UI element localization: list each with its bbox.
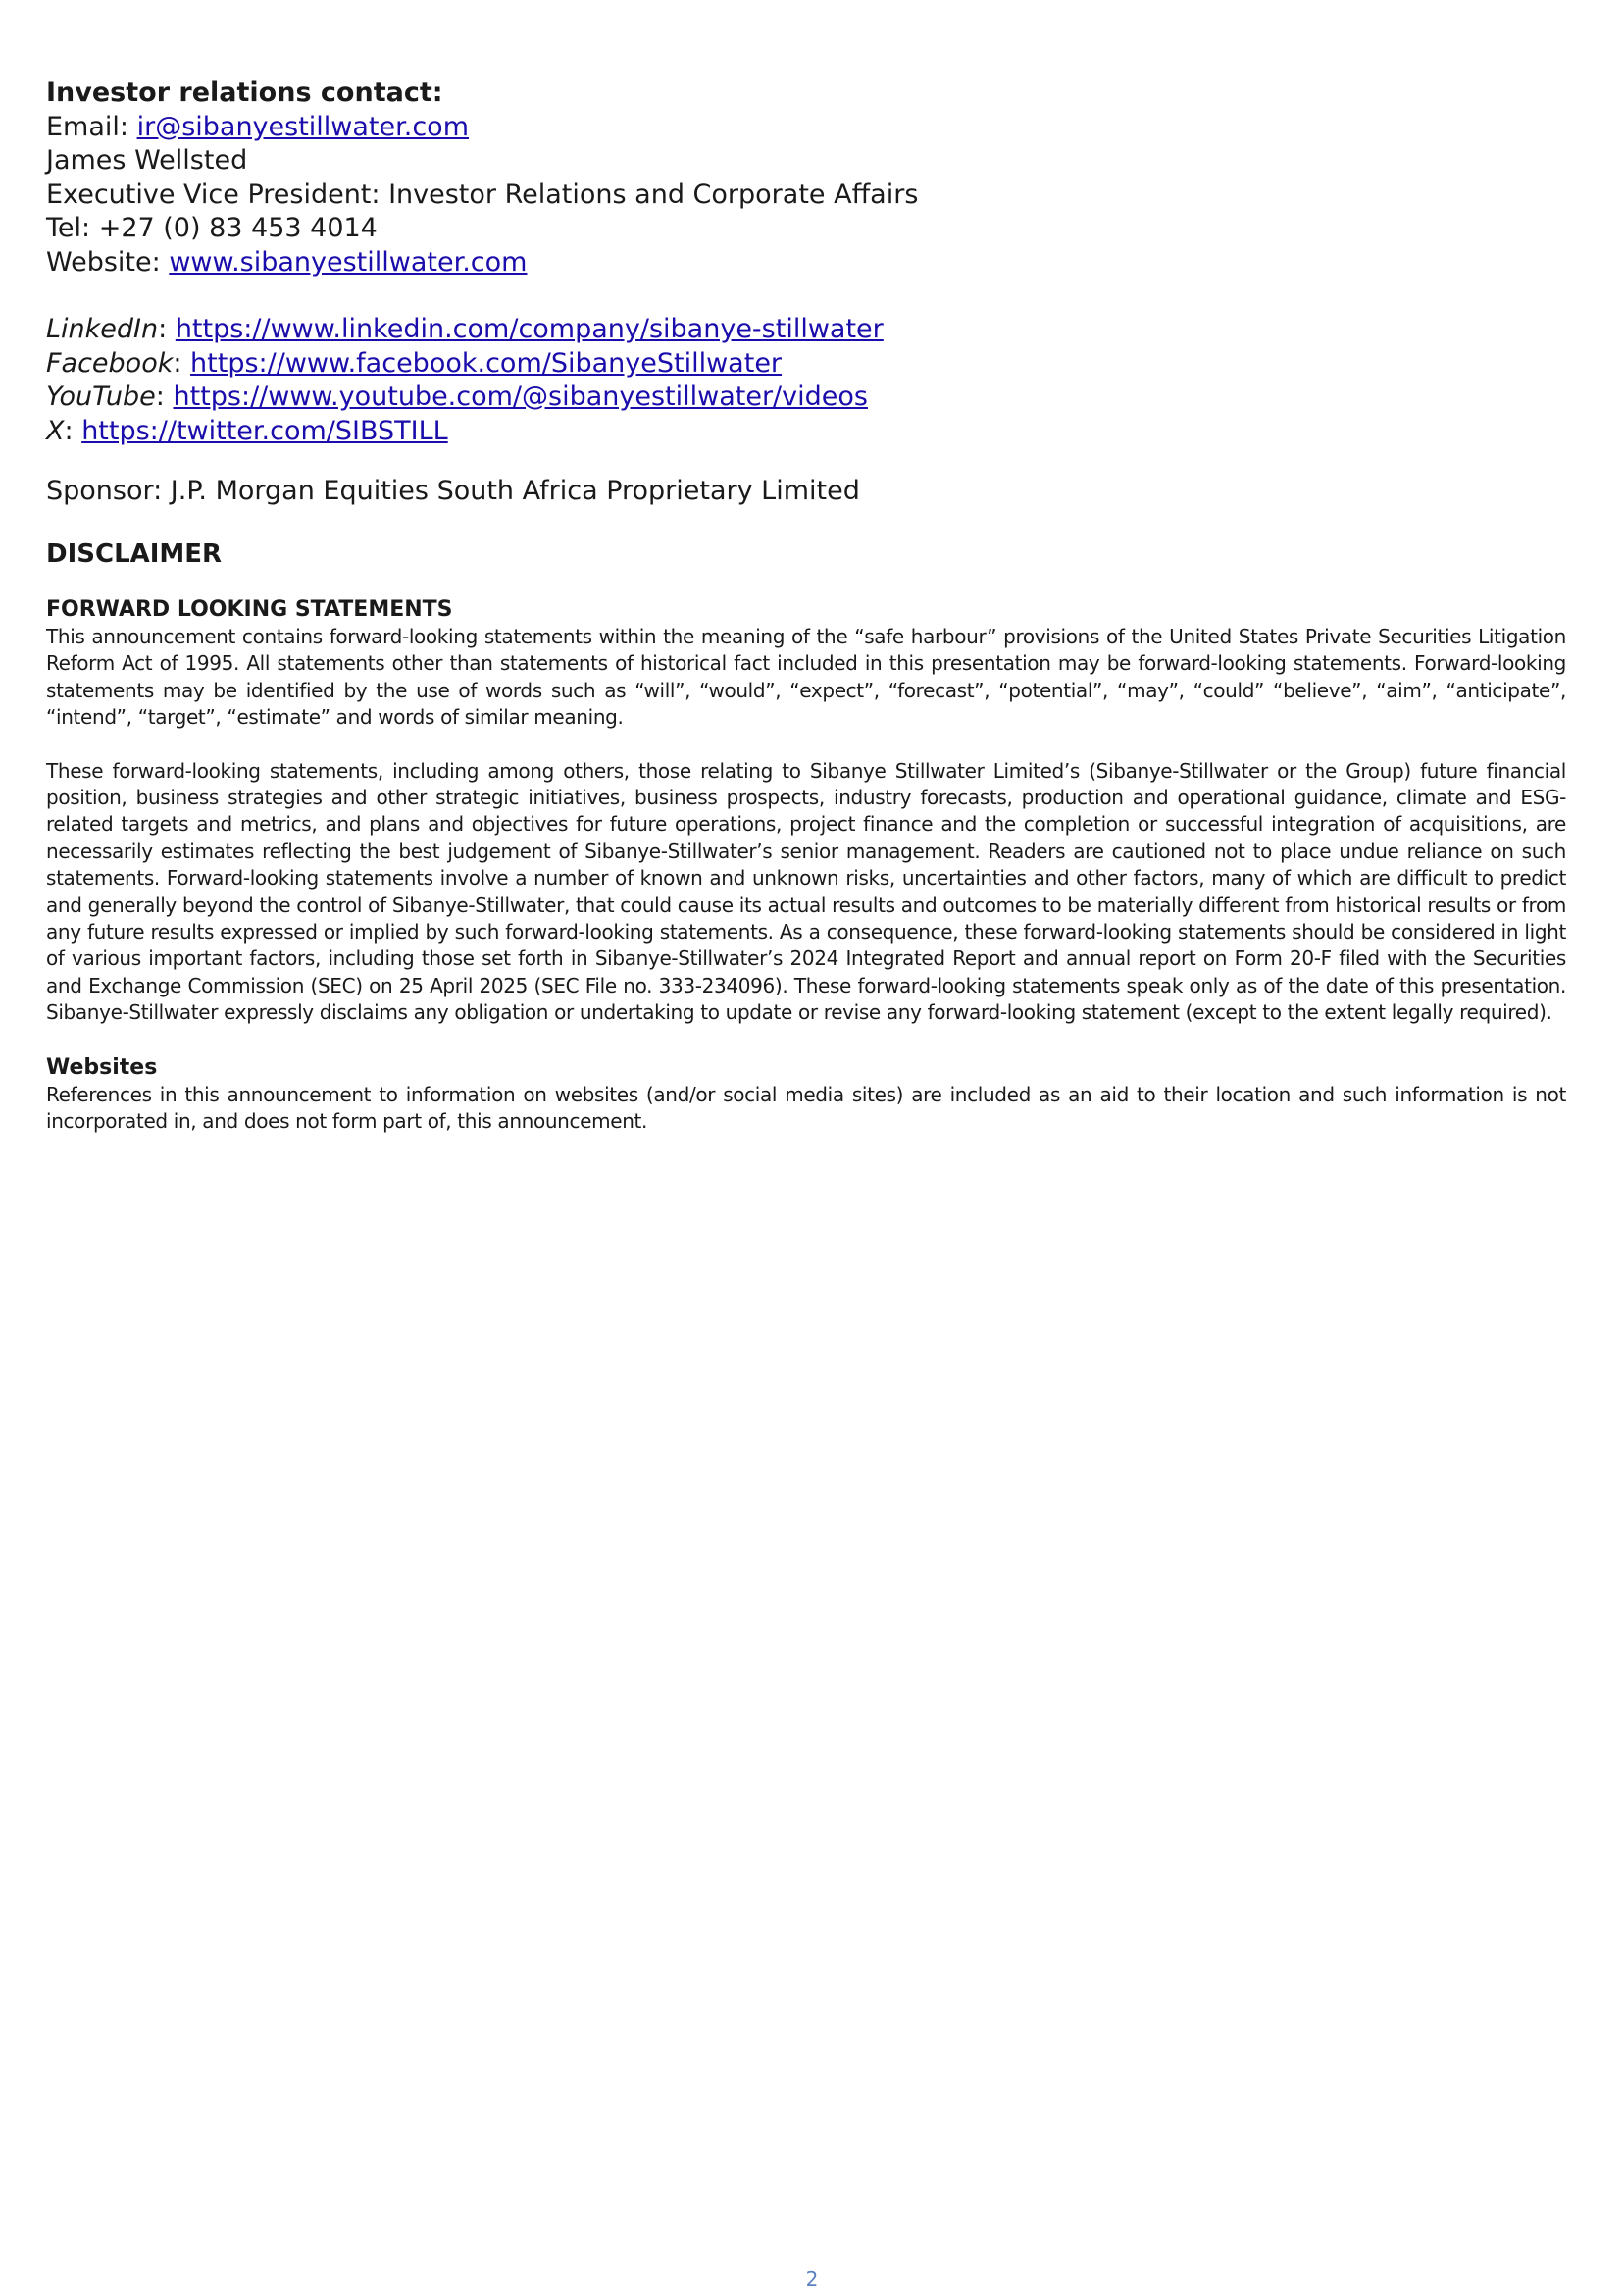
x-label: X [46,415,65,446]
websites-title: Websites [46,1054,158,1080]
page-number: 2 [805,2268,819,2291]
x-link[interactable]: https://twitter.com/SIBSTILL [81,415,448,446]
forward-looking-paragraph-2: These forward-looking statements, including among others, those relating to Sibanye Stillwater Limited’s (Sibanye-Stillwater or the Group) future financial position, business strategies and other strategic initiatives, business prospects, industry forecasts, production and operational guidance, climate and ESG-related targets and metrics, and plans and objectives for future operations, project finance and the completion or successful integration of acquisitions, are necessarily estimates reflecting the best judgement of Sibanye-Stillwater’s senior management. Readers are cautioned not to place undue reliance on such statements. Forward-looking statements involve a number of known and unknown risks, uncertainties and other factors, many of which are difficult to predict and generally beyond the control of Sibanye-Stillwater, that could cause its actual results and outcomes to be materially different from historical results or from any future results expressed or implied by such forward-looking statements. As a consequence, these forward-looking statements should be considered in light of various important factors, including those set forth in Sibanye-Stillwater’s 2024 Integrated Report and annual report on Form 20-F filed with the Securities and Exchange Commission (SEC) on 25 April 2025 (SEC File no. 333-234096). These forward-looking statements speak only as of the date of this presentation. Sibanye-Stillwater expressly disclaims any obligation or undertaking to update or revise any forward-looking statement (except to the extent legally required). [46,758,1566,1025]
sponsor-line: Sponsor: J.P. Morgan Equities South Africa Proprietary Limited [46,476,860,506]
youtube-line [46,381,1566,415]
contact-tel: Tel: +27 (0) 83 453 4014 [46,213,378,243]
website-link[interactable]: www.sibanyestillwater.com [169,246,528,278]
disclaimer-title: DISCLAIMER [46,539,223,569]
linkedin-link[interactable]: https://www.linkedin.com/company/sibanye-stillwater [175,314,884,344]
website-line [46,246,1566,281]
email-line [46,111,1566,145]
facebook-label: Facebook [46,347,174,379]
contact-heading: Investor relations contact: [46,77,443,108]
contact-role: Executive Vice President: Investor Relations and Corporate Affairs [46,179,919,210]
x-separator: : [64,415,82,446]
page-content [46,77,1566,1136]
youtube-link[interactable]: https://www.youtube.com/@sibanyestillwater/videos [173,382,868,412]
linkedin-separator: : [158,314,176,344]
forward-looking-title: FORWARD LOOKING STATEMENTS [46,597,453,622]
email-link[interactable]: ir@sibanyestillwater.com [136,111,470,142]
forward-looking-paragraph-1: This announcement contains forward-looking statements within the meaning of the “safe harbour” provisions of the United States Private Securities Litigation Reform Act of 1995. All statements other than statements of historical fact included in this presentation may be forward-looking statements. Forward-looking statements may be identified by the use of words such as “will”, “would”, “expect”, “forecast”, “potential”, “may”, “could” “believe”, “aim”, “anticipate”, “intend”, “target”, “estimate” and words of similar meaning. [46,625,1566,730]
youtube-separator: : [155,382,174,412]
linkedin-line [46,313,1566,347]
linkedin-label: LinkedIn [46,314,159,344]
facebook-link[interactable]: https://www.facebook.com/SibanyeStillwater [190,347,783,379]
contact-name: James Wellsted [46,145,248,176]
youtube-label: YouTube [46,382,156,412]
investor-contact-block [46,77,1566,448]
website-label: Website: [46,246,170,278]
x-line [46,415,1566,449]
facebook-separator: : [173,347,191,379]
websites-paragraph: References in this announcement to information on websites (and/or social media sites) are included as an aid to their location and such information is not incorporated in, and does not form part of, this announcement. [46,1082,1566,1134]
facebook-line [46,347,1566,382]
email-label: Email: [46,111,137,142]
